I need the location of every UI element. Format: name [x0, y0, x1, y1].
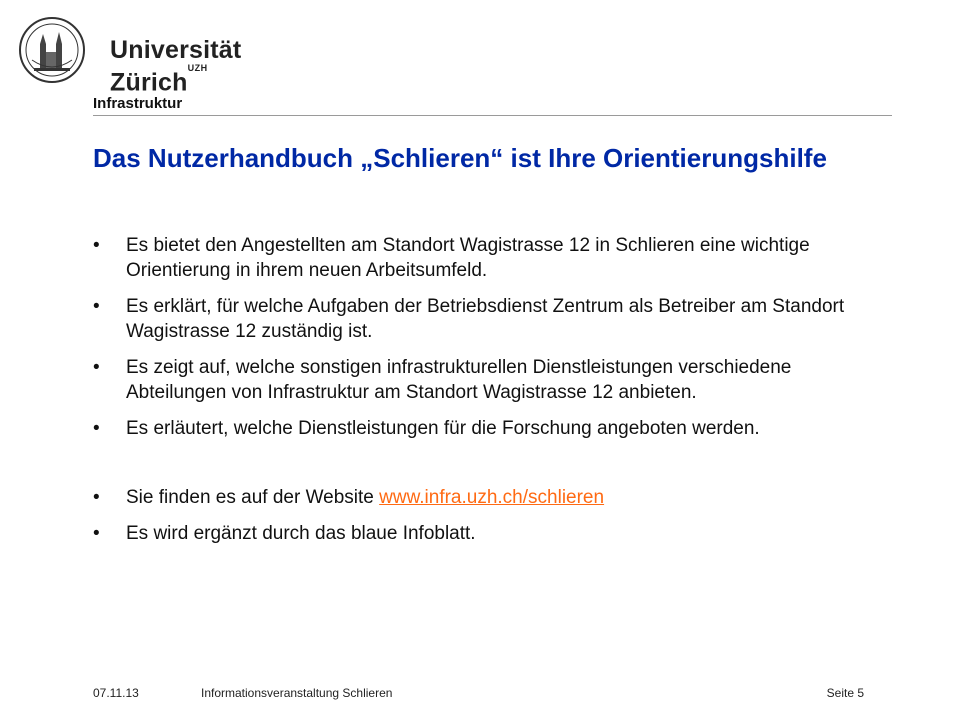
- bullet-item: • Es zeigt auf, welche sonstigen infrastrukturellen Dienstleistungen verschiedene Abteilungen von Infrastruktur am Standort Wagistrasse 12 anbieten.: [93, 355, 893, 405]
- footer-page-number: Seite 5: [826, 686, 864, 700]
- uzh-seal-icon: [18, 16, 88, 84]
- website-link[interactable]: www.infra.uzh.ch/schlieren: [379, 487, 605, 508]
- slide-title: Das Nutzerhandbuch „Schlieren“ ist Ihre Orientierungshilfe: [93, 143, 827, 173]
- logo-sup: UZH: [187, 63, 208, 73]
- bullet-item: • Es bietet den Angestellten am Standort Wagistrasse 12 in Schlieren eine wichtige Orientierung in ihrem neuen Arbeitsumfeld.: [93, 233, 893, 283]
- website-prefix: Sie finden es auf der Website: [126, 487, 380, 508]
- logo-line-2: Zürich$^{UZH}$: [110, 63, 208, 97]
- bullet-item: • Es wird ergänzt durch das blaue Infoblatt.: [93, 521, 893, 546]
- header-divider: [93, 115, 892, 116]
- footer-event: Informationsveranstaltung Schlieren: [201, 686, 393, 700]
- uzh-logo: [18, 16, 242, 97]
- footer-date: 07.11.13: [93, 686, 139, 700]
- bullet-item-website: [93, 485, 893, 510]
- uzh-wordmark: [110, 36, 241, 96]
- department-label: Infrastruktur: [93, 95, 183, 112]
- bullet-item: • Es erläutert, welche Dienstleistungen für die Forschung angeboten werden.: [93, 416, 893, 441]
- bullet-item: • Es erklärt, für welche Aufgaben der Betriebsdienst Zentrum als Betreiber am Standort Wagistrasse 12 zuständig ist.: [93, 294, 893, 344]
- logo-line-1: Universität: [110, 36, 242, 64]
- bullet-list: [93, 233, 893, 546]
